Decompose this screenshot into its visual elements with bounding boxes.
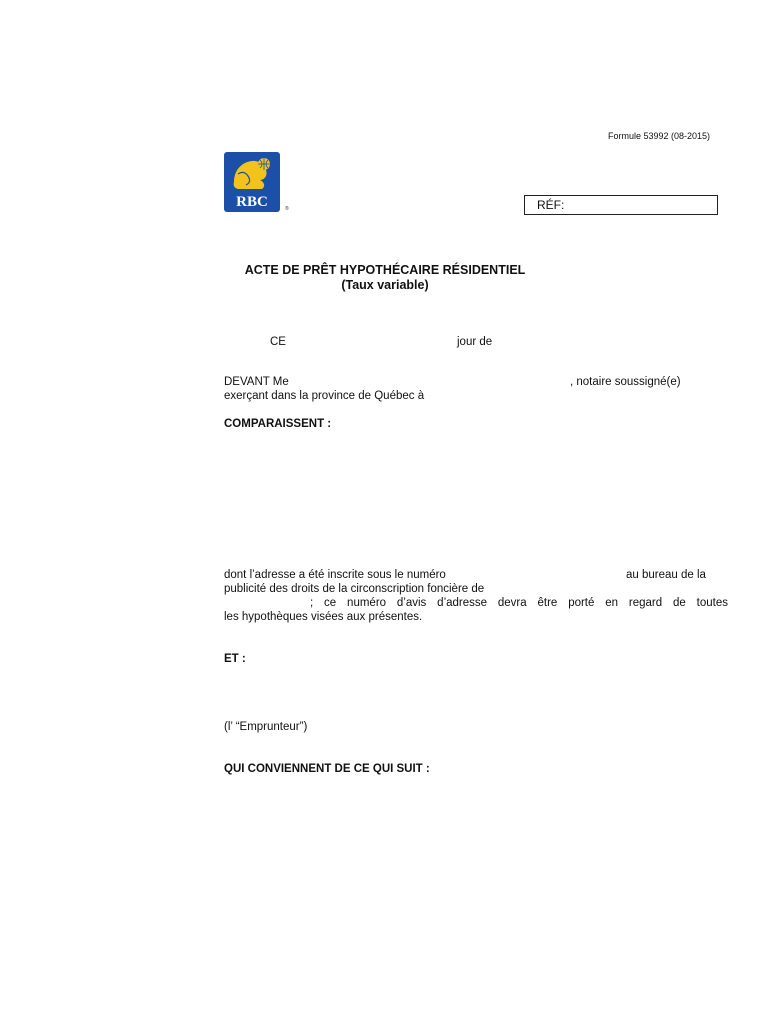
logo-text: RBC [236, 194, 268, 210]
form-number: Formule 53992 (08-2015) [608, 131, 711, 141]
qui-conviennent-heading: QUI CONVIENNENT DE CE QUI SUIT : [224, 763, 430, 775]
exercant-label: exerçant dans la province de Québec à [224, 390, 425, 402]
address-line2: publicité des droits de la circonscription foncière de [224, 583, 485, 595]
document-subtitle: (Taux variable) [341, 278, 429, 292]
address-line1-start: dont l’adresse a été inscrite sous le numéro [224, 569, 446, 581]
date-jour-de-label: jour de [457, 336, 493, 348]
logo-mark: ® [285, 206, 289, 212]
comparaissent-heading: COMPARAISSENT : [224, 418, 332, 430]
address-line4: les hypothèques visées aux présentes. [224, 611, 423, 623]
date-ce-label: CE [270, 336, 286, 348]
rbc-logo [224, 152, 290, 214]
address-line1-end: au bureau de la [626, 569, 706, 581]
reference-field[interactable] [524, 195, 718, 215]
devant-label: DEVANT Me [224, 376, 289, 388]
address-line3: ; ce numéro d’avis d’adresse devra être porté en regard de toutes [310, 597, 728, 609]
emprunteur-label: (l’ “Emprunteur”) [224, 721, 308, 733]
notaire-soussigne-label: , notaire soussigné(e) [570, 376, 681, 388]
reference-label: RÉF: [537, 198, 565, 212]
document-title: ACTE DE PRÊT HYPOTHÉCAIRE RÉSIDENTIEL [244, 263, 526, 277]
et-heading: ET : [224, 653, 246, 665]
